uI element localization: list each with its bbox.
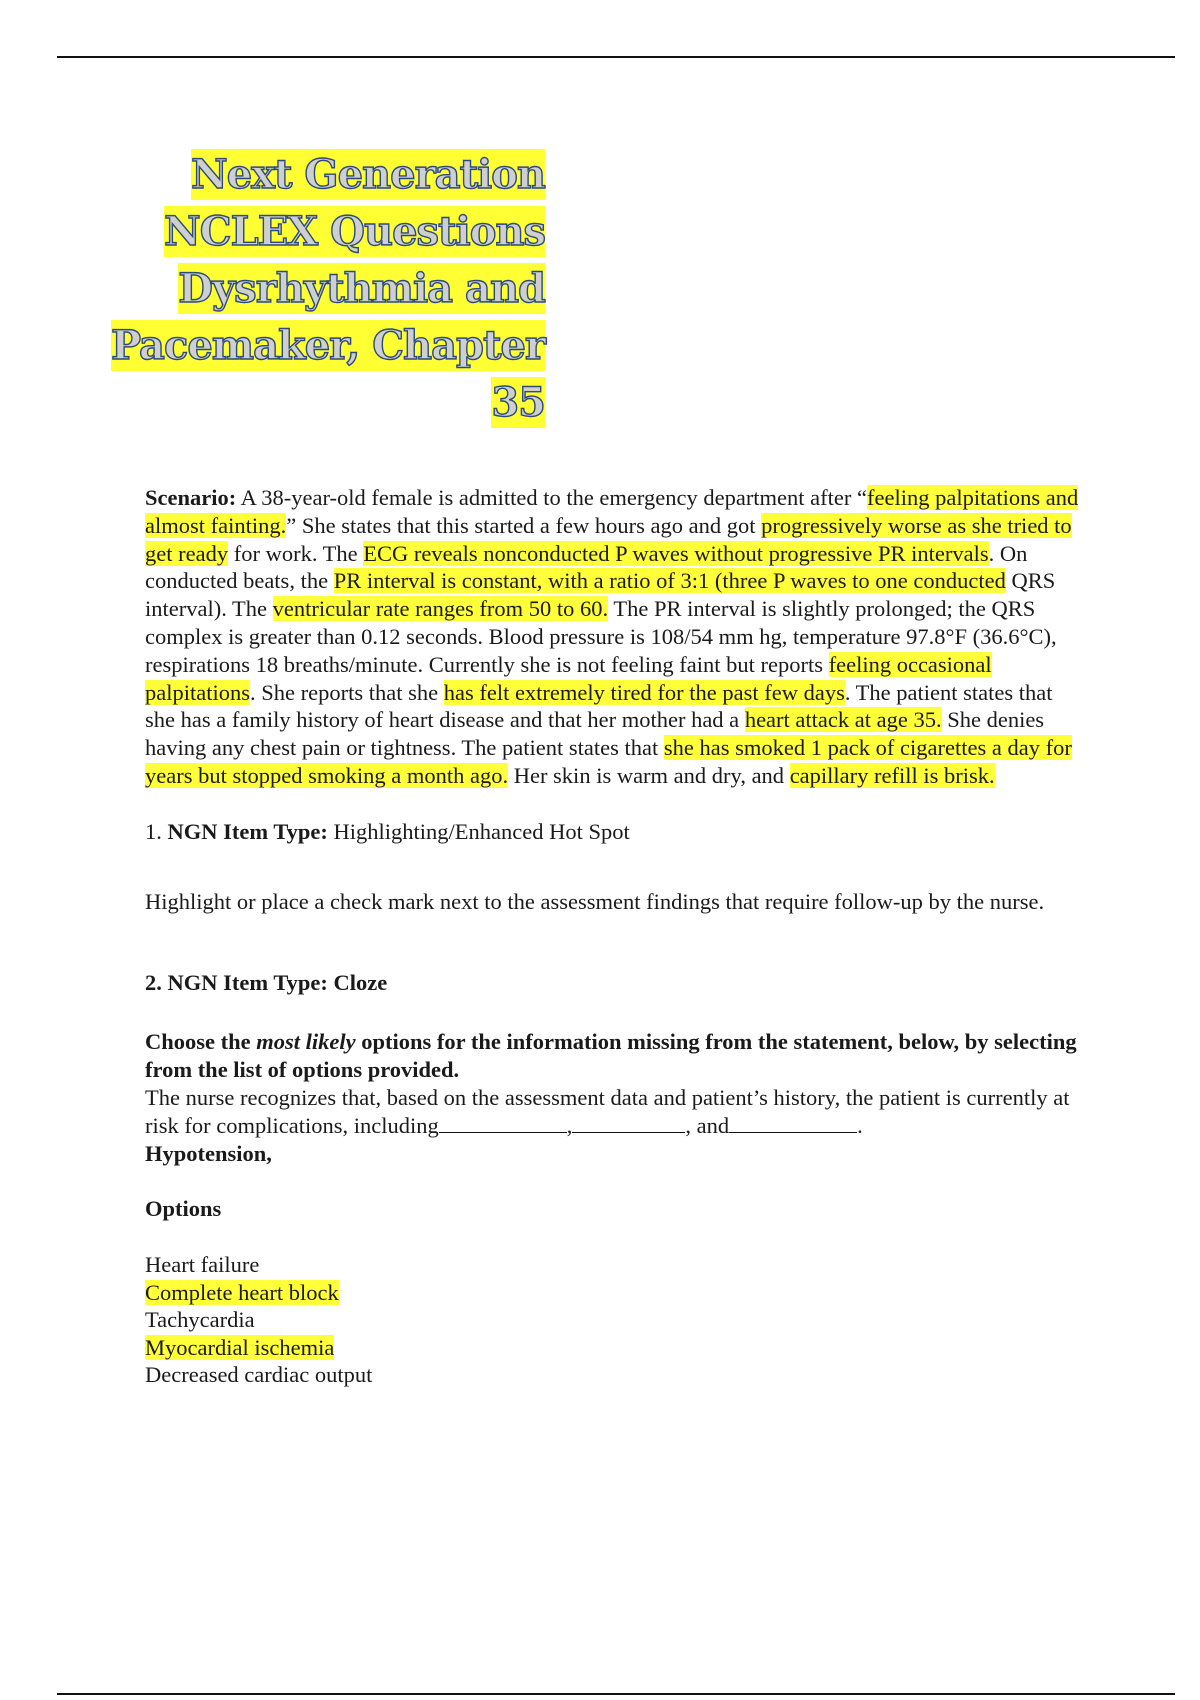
- scenario-text: for work. The: [228, 540, 364, 566]
- item1-number: 1.: [145, 818, 162, 844]
- highlighted-finding[interactable]: heart attack at age 35.: [744, 707, 942, 733]
- scenario-paragraph: [145, 484, 1080, 790]
- option-item[interactable]: [145, 1306, 1080, 1334]
- answer-text: Hypotension,: [145, 1140, 272, 1166]
- item2-heading: 2. NGN Item Type: Cloze: [145, 969, 388, 995]
- option-item[interactable]: [145, 1361, 1080, 1389]
- cloze-blank-2[interactable]: [572, 1112, 685, 1133]
- cloze-answer: [145, 1140, 1080, 1168]
- cloze-blank-1[interactable]: [439, 1112, 567, 1133]
- option-label: Complete heart block: [145, 1279, 339, 1305]
- cloze-statement: [145, 1084, 1080, 1140]
- scenario-text: . On conducted beats, the: [145, 540, 1028, 594]
- title-line: 35: [491, 379, 545, 426]
- item2-instruction: [145, 1028, 1080, 1084]
- document-title: [100, 146, 545, 431]
- statement-and: , and: [685, 1112, 730, 1138]
- item1-label: NGN Item Type:: [167, 818, 328, 844]
- highlighted-finding[interactable]: ECG reveals nonconducted P waves without progressive PR intervals: [363, 540, 989, 566]
- options-list: [145, 1251, 1080, 1389]
- option-label: Myocardial ischemia: [145, 1334, 335, 1360]
- title-line: NCLEX Questions: [164, 208, 545, 255]
- item1-instruction: Highlight or place a check mark next to the assessment findings that require follow-up by the nurse.: [145, 888, 1045, 914]
- instruction-text: options for the information missing from the statement, below, by selecting from the list of options provided.: [145, 1029, 1077, 1083]
- document-body: [145, 484, 1080, 1389]
- option-item[interactable]: [145, 1334, 1080, 1362]
- option-label: Tachycardia: [145, 1307, 255, 1333]
- title-line: Next Generation: [191, 151, 545, 198]
- option-label: Decreased cardiac output: [145, 1362, 373, 1388]
- scenario-text: A 38-year-old female is admitted to the emergency department after “: [236, 485, 867, 510]
- instruction-emphasis: most likely: [256, 1029, 356, 1055]
- highlighted-finding[interactable]: feeling palpitations and almost fainting.: [145, 485, 1079, 538]
- statement-period: .: [857, 1112, 863, 1138]
- highlighted-finding[interactable]: she has smoked 1 pack of cigarettes a day for years but stopped smoking a month ago.: [145, 735, 1072, 788]
- statement-comma: ,: [566, 1112, 573, 1138]
- highlighted-finding[interactable]: PR interval is constant, with a ratio of 3:1 (three P waves to one conducted: [333, 568, 1006, 594]
- scenario-text: Her skin is warm and dry, and: [508, 762, 790, 788]
- options-title: Options: [145, 1196, 222, 1222]
- footer-rule: [57, 1693, 1175, 1695]
- title-line: Pacemaker, Chapter: [111, 322, 545, 369]
- item1-type: Highlighting/Enhanced Hot Spot: [327, 818, 630, 844]
- option-label: Heart failure: [145, 1252, 260, 1278]
- highlighted-finding[interactable]: progressively worse as she tried to get ready: [145, 512, 1072, 566]
- instruction-text: Choose the: [145, 1029, 257, 1055]
- highlighted-finding[interactable]: feeling occasional palpitations: [145, 651, 992, 705]
- highlighted-finding[interactable]: ventricular rate ranges from 50 to 60.: [272, 596, 609, 622]
- title-line: Dysrhythmia and: [178, 265, 545, 312]
- scenario-text: She denies having any chest pain or tightness. The patient states that: [145, 707, 1045, 761]
- item1-heading: [145, 818, 1080, 846]
- scenario-text: ” She states that this started a few hours ago and got: [286, 512, 762, 538]
- highlighted-finding[interactable]: capillary refill is brisk.: [789, 762, 995, 788]
- statement-text: The nurse recognizes that, based on the assessment data and patient’s history, the patient is currently at risk for complications, including: [145, 1084, 1070, 1138]
- header-rule: [57, 56, 1175, 58]
- scenario-text: The PR interval is slightly prolonged; the QRS complex is greater than 0.12 seconds. Blood pressure is 108/54 mm hg, temperature 97.8°F (36.6°C), respirations 18 breaths/minute. Currently she is not feeling faint but reports: [145, 596, 1057, 677]
- highlighted-finding[interactable]: has felt extremely tired for the past few days: [443, 679, 845, 705]
- option-item[interactable]: [145, 1251, 1080, 1279]
- scenario-text: QRS interval). The: [145, 568, 1056, 622]
- cloze-blank-3[interactable]: [729, 1112, 857, 1133]
- scenario-label: Scenario:: [145, 485, 237, 510]
- scenario-text: . She reports that she: [250, 679, 444, 705]
- scenario-text: . The patient states that she has a family history of heart disease and that her mother had a: [145, 679, 1053, 733]
- option-item[interactable]: [145, 1279, 1080, 1307]
